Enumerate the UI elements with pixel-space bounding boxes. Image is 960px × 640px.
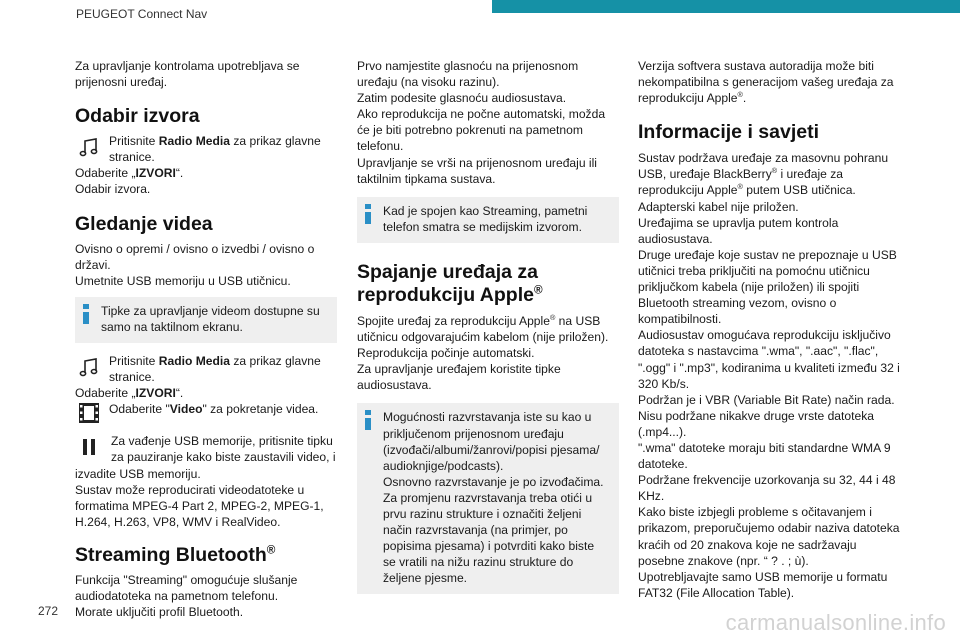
file-types-text: Audiosustav omogućava reprodukciju isključivo datoteka s nastavcima ".wma", ".aac", ".flac", ".ogg" i ".mp3", kodiranima u kvaliteti između 32 i 320 Kb/s.: [638, 328, 900, 391]
radio-media-label: Radio Media: [158, 134, 230, 149]
apple-control-text: Za upravljanje uređajem koristite tipke audiosustava.: [357, 362, 561, 393]
vbr-text: Podržan je i VBR (Variable Bit Rate) način rada.: [638, 392, 895, 407]
heading-gledanje-videa: Gledanje videa: [75, 212, 213, 235]
info-icon: [365, 410, 371, 430]
heading-odabir-izvora: Odabir izvora: [75, 105, 200, 128]
usb-support-text: Sustav podržava uređaje za masovnu pohranu USB, uređaje BlackBerry® i uređaje za reprodukciju Apple® putem USB utičnica.: [638, 151, 889, 198]
audio-volume-text: Zatim podesite glasnoću audiosustava.: [357, 91, 567, 106]
adapter-text: Adapterski kabel nije priložen.: [638, 199, 799, 214]
info-icon: [365, 204, 371, 224]
other-devices-text: Druge uređaje koje sustav ne prepoznaje u USB utičnici treba priključiti na pomoćnu utičnicu priključkom kabela (nije priložen) ili spojiti Bluetooth streaming vezom, ovisno o kompatibilnosti.: [638, 247, 897, 327]
header-title: PEUGEOT Connect Nav: [76, 7, 208, 21]
autoplay-text: Ako reprodukcija ne počne automatski, možda će je biti potrebno pokrenuti na pametnom telefonu.: [357, 107, 606, 154]
pause-instruction: Za vađenje USB memorije, pritisnite tipku za pauziranje kako biste zaustavili video, i izvadite USB memoriju.: [75, 434, 336, 481]
note-streaming-source: Kad je spojen kao Streaming, pametni telefon smatra se medijskim izvorom.: [357, 197, 619, 243]
music-note-icon: [77, 135, 101, 159]
column-2: [357, 58, 619, 594]
column-1: [75, 58, 337, 620]
radio-media-instruction: Pritisnite Radio Media za prikaz glavne stranice.: [75, 133, 337, 165]
heading-spajanje-apple: Spajanje uređaja za reprodukciju Apple®: [357, 260, 543, 306]
music-note-icon: [77, 355, 101, 379]
radio-media-instruction-2: Pritisnite Radio Media za prikaz glavne stranice.: [75, 353, 337, 385]
bluetooth-profile-text: Morate uključiti profil Bluetooth.: [75, 605, 244, 620]
wma-text: ".wma" datoteke moraju biti standardne WMA 9 datoteke.: [638, 440, 891, 472]
select-sources-text: Odaberite „IZVORI“.: [75, 166, 184, 181]
heading-informacije-savjeti: Informacije i savjeti: [638, 121, 819, 144]
video-formats-text: Sustav može reproducirati videodatoteke u formatima MPEG-4 Part 2, MPEG-2, MPEG-1, H.264, H.263, VP8, WMV i RealVideo.: [75, 482, 324, 529]
select-source-text: Odabir izvora.: [75, 182, 151, 197]
info-icon: [83, 304, 89, 324]
column-3: [638, 58, 900, 601]
heading-streaming-bluetooth: Streaming Bluetooth®: [75, 543, 276, 566]
device-control-text: Uređajima se upravlja putem kontrola audiosustava.: [638, 215, 839, 246]
sampling-text: Podržane frekvencije uzorkovanja su 32, 44 i 48 KHz.: [638, 473, 896, 504]
playback-auto-text: Reprodukcija počinje automatski.: [357, 346, 535, 361]
page-number: 272: [38, 604, 59, 618]
insert-usb-text: Umetnite USB memoriju u USB utičnicu.: [75, 273, 291, 288]
select-sources-text-2: Odaberite „IZVORI“.: [75, 386, 184, 401]
watermark: carmanualsonline.info: [725, 610, 946, 635]
note-video-touch: Tipke za upravljanje videom dostupne su samo na taktilnom ekranu.: [75, 297, 337, 343]
streaming-text: Funkcija "Streaming" omogućuje slušanje audiodatoteka na pametnom telefonu.: [75, 572, 298, 603]
pause-icon: [77, 435, 101, 459]
control-text: Upravljanje se vrši na prijenosnom uređaju ili taktilnim tipkama sustava.: [357, 155, 597, 186]
apple-connect-text: Spojite uređaj za reprodukciju Apple® na USB utičnicu odgovarajućim kabelom (nije priložen).: [357, 312, 609, 345]
video-availability-text: Ovisno o opremi / ovisno o izvedbi / ovisno o državi.: [75, 241, 315, 272]
note-sorting: Mogućnosti razvrstavanja iste su kao u priključenom prijenosnom uređaju (izvođači/albumi/žanrovi/popisi pjesama/ audioknjige/podcasts). Osnovno razvrstavanje je po izvođačima. Za promjenu razvrstavanja treba otići u prvu razinu strukture i označiti željeni način razvrstavanja (na primjer, po popisima pjesama) i potvrditi kako biste se vratili na nižu razinu strukture do željene pjesme.: [357, 403, 619, 594]
volume-text: Prvo namjestite glasnoću na prijenosnom uređaju (na visoku razinu).: [357, 59, 579, 90]
fat32-text: Upotrebljavajte samo USB memorije u formatu FAT32 (File Allocation Table).: [638, 569, 888, 600]
filename-advice-text: Kako biste izbjegli probleme s očitavanjem i prikazom, preporučujemo odabir naziva datoteka kraćih od 20 znakova koje ne sadržavaju posebne znakove (npr. “ ? . ; ù).: [638, 505, 900, 568]
video-instruction: Odaberite "Video" za pokretanje videa.: [75, 401, 337, 431]
intro-text: Za upravljanje kontrolama upotrebljava se prijenosni uređaj.: [75, 59, 300, 90]
header-accent-bar: [492, 0, 960, 13]
film-strip-icon: [77, 401, 101, 425]
software-compat-text: Verzija softvera sustava autoradija može biti nekompatibilna s generacijom vašeg uređaja za reprodukciju Apple®.: [638, 59, 894, 106]
unsupported-text: Nisu podržane nikakve druge vrste datoteka (.mp4...).: [638, 408, 874, 439]
